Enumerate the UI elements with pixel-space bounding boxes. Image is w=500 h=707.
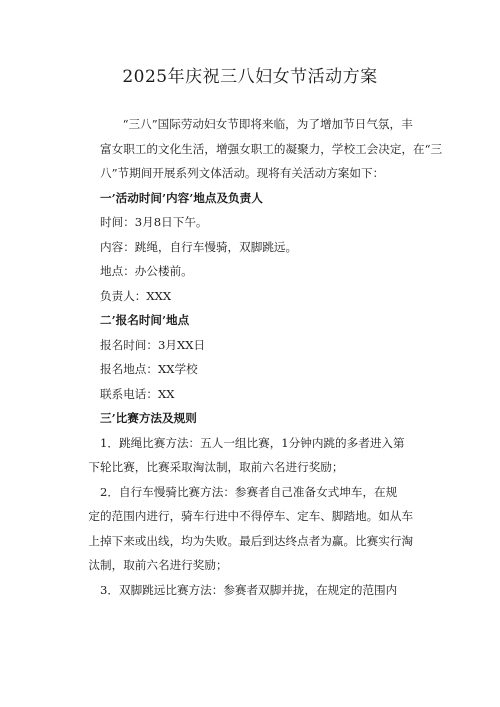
- rule-line: 定的范围内进行，骑车行进中不得停车、定车、脚踏地。如从车: [88, 509, 414, 523]
- rule-line: 3．双脚跳远比赛方法：参赛者双脚并拢，在规定的范围内: [100, 582, 398, 597]
- section1-time: 时间：3月8日下午。: [100, 215, 208, 229]
- section-heading-1: 一’活动时间’内容’地点及负责人: [100, 190, 263, 205]
- section1-person: 负责人：XXX: [100, 288, 172, 303]
- intro-line: “三八”国际劳动妇女节即将来临，为了增加节日气氛，丰: [122, 117, 413, 131]
- intro-paragraph: [100, 112, 443, 186]
- section1-content: 内容：跳绳，自行车慢骑，双脚跳远。: [100, 239, 298, 254]
- section2-phone: 联系电话：XX: [100, 386, 175, 401]
- rule-3-paragraph: [100, 578, 410, 603]
- rule-line: 1．跳绳比赛方法：五人一组比赛，1分钟内跳的多者进入第: [100, 435, 405, 450]
- rule-line: 2．自行车慢骑比赛方法：参赛者自己准备女式坤车，在规: [100, 484, 398, 499]
- rule-line: 汰制，取前六名进行奖励；: [88, 558, 228, 572]
- section-heading-2: 二’报名时间’地点: [100, 313, 190, 327]
- section2-place: 报名地点：XX学校: [100, 362, 198, 376]
- section2-time: 报名时间：3月XX日: [100, 337, 206, 352]
- rule-1-paragraph: [88, 431, 410, 480]
- rule-2-paragraph: [88, 480, 414, 578]
- document-title: 2025年庆祝三八妇女节活动方案: [122, 67, 378, 87]
- document-body: [88, 112, 443, 602]
- intro-line: 八”节期间开展系列文体活动。现将有关活动方案如下：: [100, 166, 385, 180]
- rule-line: 上掉下来或出线，均为失败。最后到达终点者为赢。比赛实行淘: [88, 533, 414, 548]
- section1-place: 地点：办公楼前。: [100, 264, 193, 278]
- intro-line: 富女职工的文化生活，增强女职工的凝聚力，学校工会决定，在“三: [100, 141, 443, 156]
- rule-line: 下轮比赛，比赛采取淘汰制，取前六名进行奖励；: [88, 460, 344, 474]
- section-heading-3: 三’比赛方法及规则: [100, 411, 197, 425]
